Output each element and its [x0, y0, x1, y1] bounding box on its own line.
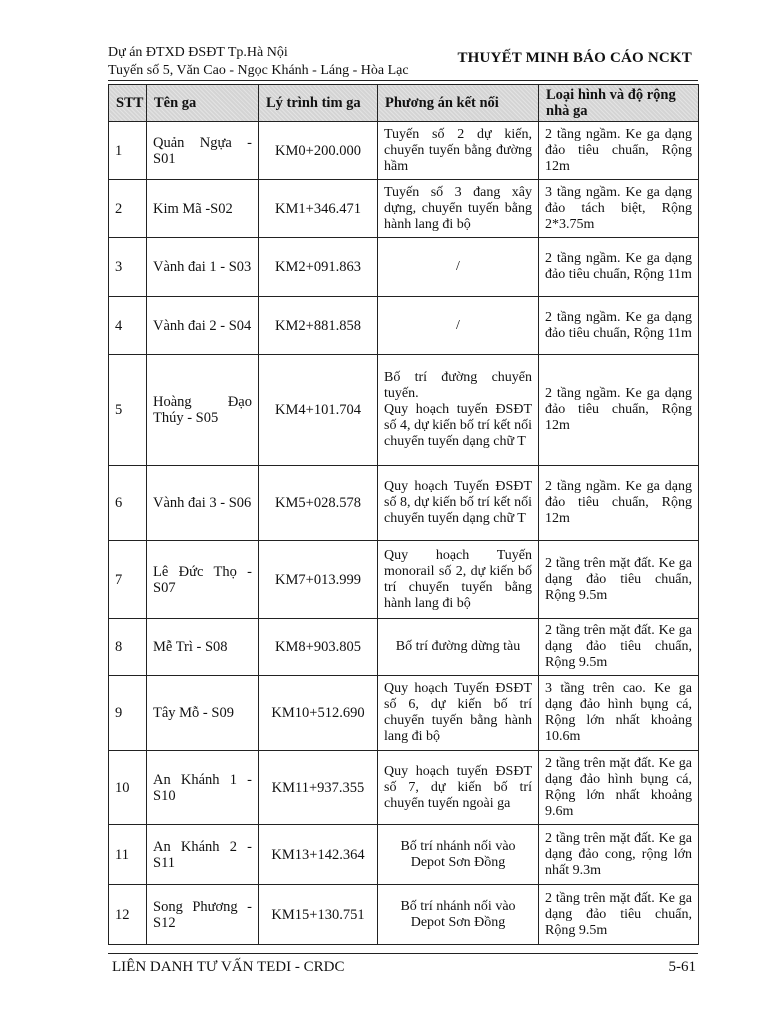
table-row [109, 466, 699, 541]
connection-text: Quy hoạch Tuyến ĐSĐT số 6, dự kiến bố trí chuyển tuyến bằng hành lang đi bộ [384, 681, 532, 744]
column-header-stt: STT [109, 85, 147, 122]
cell-connection [378, 825, 539, 885]
cell-connection [378, 751, 539, 825]
table-row [109, 122, 699, 180]
cell-connection [378, 180, 539, 238]
station-table [108, 84, 699, 945]
cell-chainage: KM5+028.578 [259, 466, 378, 541]
cell-connection [378, 122, 539, 180]
table-row [109, 238, 699, 297]
cell-connection [378, 238, 539, 297]
cell-connection [378, 885, 539, 945]
cell-station-type: 2 tầng ngầm. Ke ga dạng đảo tiêu chuẩn, Rộng 12m [539, 355, 699, 466]
connection-text: Tuyến số 3 đang xây dựng, chuyển tuyến bằng hành lang đi bộ [384, 184, 532, 232]
connection-text: Quy hoạch tuyến ĐSĐT số 4, dự kiến bố trí kết nối chuyển tuyến dạng chữ T [384, 402, 532, 449]
page-number: 5-61 [668, 959, 696, 975]
cell-station-type: 2 tầng trên mặt đất. Ke ga dạng đảo hình bụng cá, Rộng lớn nhất khoảng 9.6m [539, 751, 699, 825]
cell-stt: 10 [109, 751, 147, 825]
connection-text: / [456, 259, 460, 274]
connection-text: Bố trí đường chuyển tuyến. [384, 370, 532, 401]
header-divider [108, 80, 698, 81]
connection-text: Quy hoạch Tuyến monorail số 2, dự kiến bố trí chuyển tuyến bằng hành lang đi bộ [384, 547, 532, 611]
cell-connection [378, 676, 539, 751]
cell-stt: 6 [109, 466, 147, 541]
cell-chainage: KM11+937.355 [259, 751, 378, 825]
cell-station-name: Vành đai 3 - S06 [147, 466, 259, 541]
footer-divider [108, 953, 698, 954]
cell-connection [378, 297, 539, 355]
cell-connection [378, 619, 539, 676]
table-row [109, 180, 699, 238]
cell-chainage: KM7+013.999 [259, 541, 378, 619]
table-row [109, 825, 699, 885]
table-row [109, 619, 699, 676]
column-header-chainage: Lý trình tim ga [259, 85, 378, 122]
cell-chainage: KM13+142.364 [259, 825, 378, 885]
table-row [109, 541, 699, 619]
project-name: Dự án ĐTXD ĐSĐT Tp.Hà Nội [108, 45, 288, 60]
cell-chainage: KM8+903.805 [259, 619, 378, 676]
cell-connection [378, 466, 539, 541]
cell-station-type: 3 tầng trên cao. Ke ga dạng đảo hình bụng cá, Rộng lớn nhất khoảng 10.6m [539, 676, 699, 751]
table-row [109, 355, 699, 466]
cell-station-name: Mễ Trì - S08 [147, 619, 259, 676]
connection-text: Bố trí đường dừng tàu [395, 639, 521, 654]
table-row [109, 676, 699, 751]
cell-stt: 7 [109, 541, 147, 619]
cell-station-type: 2 tầng trên mặt đất. Ke ga dạng đảo tiêu chuẩn, Rộng 9.5m [539, 541, 699, 619]
cell-stt: 5 [109, 355, 147, 466]
cell-stt: 1 [109, 122, 147, 180]
connection-text: Quy hoạch Tuyến ĐSĐT số 8, dự kiến bố trí kết nối chuyển tuyến dạng chữ T [384, 479, 532, 526]
cell-station-type: 2 tầng ngầm. Ke ga dạng đảo tiêu chuẩn, Rộng 12m [539, 466, 699, 541]
connection-text: Tuyến số 2 dự kiến, chuyển tuyến bằng đường hầm [384, 126, 532, 174]
cell-chainage: KM10+512.690 [259, 676, 378, 751]
cell-station-type: 2 tầng ngầm. Ke ga dạng đảo tiêu chuẩn, Rộng 12m [539, 122, 699, 180]
table-row [109, 885, 699, 945]
connection-text: Bố trí nhánh nối vào Depot Sơn Đồng [400, 898, 516, 930]
connection-text: Bố trí nhánh nối vào Depot Sơn Đồng [400, 838, 516, 870]
cell-station-name: An Khánh 2 - S11 [147, 825, 259, 885]
cell-station-name: Tây Mỗ - S09 [147, 676, 259, 751]
cell-station-name: Song Phương - S12 [147, 885, 259, 945]
table-body [109, 122, 699, 945]
table-header-row [109, 85, 699, 122]
page-header-project [108, 44, 409, 80]
cell-connection [378, 355, 539, 466]
cell-stt: 12 [109, 885, 147, 945]
table-row [109, 751, 699, 825]
cell-station-name: Lê Đức Thọ - S07 [147, 541, 259, 619]
cell-chainage: KM4+101.704 [259, 355, 378, 466]
cell-stt: 4 [109, 297, 147, 355]
connection-text: Quy hoạch tuyến ĐSĐT số 7, dự kiến bố trí chuyển tuyến ngoài ga [384, 763, 532, 811]
cell-station-name: Vành đai 2 - S04 [147, 297, 259, 355]
cell-station-type: 2 tầng trên mặt đất. Ke ga dạng đảo tiêu chuẩn, Rộng 9.5m [539, 619, 699, 676]
cell-stt: 9 [109, 676, 147, 751]
cell-station-name: Kim Mã -S02 [147, 180, 259, 238]
footer-company: LIÊN DANH TƯ VẤN TEDI - CRDC [112, 959, 345, 975]
cell-station-type: 2 tầng trên mặt đất. Ke ga dạng đảo tiêu chuẩn, Rộng 9.5m [539, 885, 699, 945]
cell-stt: 3 [109, 238, 147, 297]
cell-chainage: KM2+091.863 [259, 238, 378, 297]
cell-station-type: 3 tầng ngầm. Ke ga dạng đảo tách biệt, Rộng 2*3.75m [539, 180, 699, 238]
cell-station-type: 2 tầng ngầm. Ke ga dạng đảo tiêu chuẩn, Rộng 11m [539, 238, 699, 297]
column-header-station-type: Loại hình và độ rộng nhà ga [539, 85, 699, 122]
cell-chainage: KM2+881.858 [259, 297, 378, 355]
column-header-connection: Phương án kết nối [378, 85, 539, 122]
cell-stt: 11 [109, 825, 147, 885]
cell-station-name: Hoàng Đạo Thúy - S05 [147, 355, 259, 466]
document-title: THUYẾT MINH BÁO CÁO NCKT [457, 50, 692, 66]
cell-station-type: 2 tầng ngầm. Ke ga dạng đảo tiêu chuẩn, Rộng 11m [539, 297, 699, 355]
cell-chainage: KM1+346.471 [259, 180, 378, 238]
cell-connection [378, 541, 539, 619]
cell-station-name: Vành đai 1 - S03 [147, 238, 259, 297]
column-header-station-name: Tên ga [147, 85, 259, 122]
table-row [109, 297, 699, 355]
project-line: Tuyến số 5, Văn Cao - Ngọc Khánh - Láng - Hòa Lạc [108, 63, 409, 78]
cell-station-type: 2 tầng trên mặt đất. Ke ga dạng đảo cong, rộng lớn nhất 9.3m [539, 825, 699, 885]
cell-chainage: KM15+130.751 [259, 885, 378, 945]
connection-text: / [456, 317, 460, 333]
cell-stt: 8 [109, 619, 147, 676]
cell-station-name: Quản Ngựa - S01 [147, 122, 259, 180]
cell-chainage: KM0+200.000 [259, 122, 378, 180]
cell-station-name: An Khánh 1 - S10 [147, 751, 259, 825]
cell-stt: 2 [109, 180, 147, 238]
